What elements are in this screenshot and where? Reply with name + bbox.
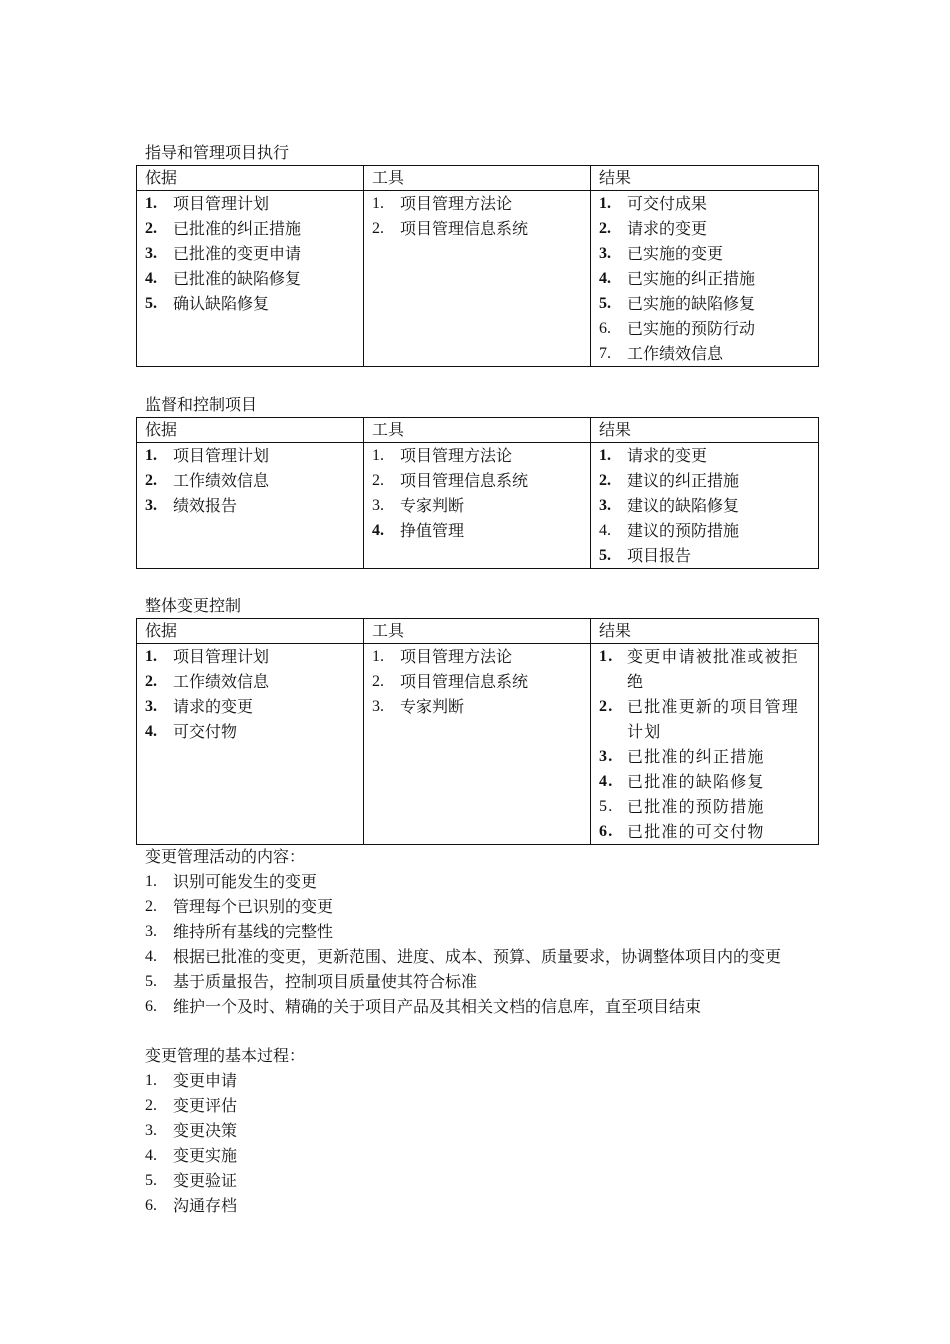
item-number: 3.	[599, 245, 611, 262]
tools-cell	[364, 191, 591, 367]
list-item	[145, 944, 781, 969]
item-number: 2.	[145, 898, 157, 915]
item-number: 6.	[145, 998, 157, 1015]
item-number: 6.	[599, 823, 614, 840]
tools-cell	[364, 443, 591, 569]
list-item	[599, 493, 810, 518]
item-number: 3.	[145, 497, 157, 514]
item-number: 4.	[599, 773, 614, 790]
list-item	[145, 894, 781, 919]
header-tools: 工具	[364, 418, 591, 443]
list-item	[145, 719, 355, 744]
list-item	[372, 644, 582, 669]
item-text: 项目管理信息系统	[400, 219, 529, 238]
list-item	[599, 241, 810, 266]
item-number: 4.	[599, 270, 611, 287]
item-text: 已实施的缺陷修复	[627, 294, 756, 313]
section-title-monitor: 监督和控制项目	[145, 395, 258, 414]
list-item	[599, 644, 810, 694]
item-number: 2.	[372, 673, 384, 690]
item-text: 工作绩效信息	[627, 344, 724, 363]
item-text: 维持所有基线的完整性	[173, 922, 334, 941]
tools-cell	[364, 644, 591, 845]
item-number: 4.	[145, 270, 157, 287]
item-number: 5.	[599, 295, 611, 312]
item-text: 变更申请	[173, 1071, 238, 1090]
item-text: 项目管理方法论	[400, 194, 513, 213]
list-item	[372, 216, 582, 241]
item-number: 5.	[599, 547, 611, 564]
item-text: 专家判断	[400, 496, 465, 515]
list-item	[145, 468, 355, 493]
list-item	[145, 1143, 305, 1168]
item-text: 已批准的纠正措施	[627, 747, 765, 766]
item-number: 1.	[372, 447, 384, 464]
item-number: 2.	[599, 472, 611, 489]
inputs-cell	[137, 443, 364, 569]
list-item	[599, 266, 810, 291]
item-text: 已实施的变更	[627, 244, 724, 263]
item-text: 项目管理信息系统	[400, 471, 529, 490]
item-text: 请求的变更	[173, 697, 254, 716]
item-number: 5.	[145, 295, 157, 312]
item-number: 4.	[599, 522, 611, 539]
item-number: 6.	[599, 320, 611, 337]
item-text: 已批准更新的项目管理计划	[627, 697, 800, 741]
item-text: 建议的预防措施	[627, 521, 740, 540]
item-number: 1.	[145, 447, 157, 464]
list-item	[372, 669, 582, 694]
list-item	[599, 316, 810, 341]
list-item	[145, 869, 781, 894]
item-number: 4.	[145, 723, 157, 740]
item-text: 项目管理信息系统	[400, 672, 529, 691]
item-number: 3.	[599, 748, 614, 765]
item-text: 维护一个及时、精确的关于项目产品及其相关文档的信息库，直至项目结束	[173, 997, 702, 1016]
item-text: 已批准的可交付物	[627, 822, 765, 841]
outputs-cell	[591, 191, 819, 367]
item-number: 4.	[145, 1147, 157, 1164]
item-text: 已批准的预防措施	[627, 797, 765, 816]
item-number: 2.	[145, 472, 157, 489]
header-tools: 工具	[364, 166, 591, 191]
process-block	[145, 1043, 305, 1218]
list-item	[145, 216, 355, 241]
list-item	[599, 744, 810, 769]
item-text: 识别可能发生的变更	[173, 872, 318, 891]
item-text: 可交付物	[173, 722, 238, 741]
list-item	[599, 341, 810, 366]
change-control-table	[136, 618, 819, 845]
list-item	[145, 241, 355, 266]
list-item	[599, 518, 810, 543]
item-text: 已实施的纠正措施	[627, 269, 756, 288]
item-number: 3.	[145, 698, 157, 715]
list-item	[599, 694, 810, 744]
item-text: 已批准的缺陷修复	[627, 772, 765, 791]
list-item	[145, 1068, 305, 1093]
item-text: 管理每个已识别的变更	[173, 897, 334, 916]
section-title-execute: 指导和管理项目执行	[145, 143, 290, 162]
item-text: 已批准的变更申请	[173, 244, 302, 263]
list-item	[145, 1168, 305, 1193]
item-number: 4.	[372, 522, 384, 539]
item-text: 变更申请被批准或被拒绝	[627, 647, 800, 691]
item-text: 确认缺陷修复	[173, 294, 270, 313]
list-item	[599, 291, 810, 316]
item-text: 项目管理计划	[173, 446, 270, 465]
item-text: 项目管理计划	[173, 647, 270, 666]
process-list	[145, 1068, 305, 1218]
item-text: 已批准的纠正措施	[173, 219, 302, 238]
item-number: 3.	[599, 497, 611, 514]
list-item	[599, 794, 810, 819]
list-item	[599, 443, 810, 468]
item-text: 项目管理计划	[173, 194, 270, 213]
header-inputs: 依据	[137, 166, 364, 191]
item-text: 请求的变更	[627, 219, 708, 238]
list-item	[145, 994, 781, 1019]
item-number: 2.	[145, 220, 157, 237]
item-text: 根据已批准的变更，更新范围、进度、成本、预算、质量要求，协调整体项目内的变更	[173, 947, 782, 966]
item-text: 基于质量报告，控制项目质量使其符合标准	[173, 972, 478, 991]
item-text: 挣值管理	[400, 521, 465, 540]
item-number: 5.	[599, 798, 614, 815]
list-item	[145, 266, 355, 291]
item-text: 专家判断	[400, 697, 465, 716]
list-item	[599, 769, 810, 794]
list-item	[145, 1118, 305, 1143]
item-number: 2.	[145, 1097, 157, 1114]
list-item	[145, 644, 355, 669]
list-item	[599, 216, 810, 241]
list-item	[599, 819, 810, 844]
item-number: 5.	[145, 1172, 157, 1189]
item-text: 绩效报告	[173, 496, 238, 515]
item-text: 建议的纠正措施	[627, 471, 740, 490]
item-text: 变更验证	[173, 1171, 238, 1190]
header-tools: 工具	[364, 619, 591, 644]
item-text: 沟通存档	[173, 1196, 238, 1215]
item-number: 4.	[145, 948, 157, 965]
item-number: 1.	[145, 195, 157, 212]
item-text: 可交付成果	[627, 194, 708, 213]
item-number: 3.	[145, 245, 157, 262]
item-text: 请求的变更	[627, 446, 708, 465]
list-item	[145, 969, 781, 994]
item-number: 1.	[145, 873, 157, 890]
item-number: 1.	[145, 1072, 157, 1089]
activities-list	[145, 869, 781, 1019]
inputs-cell	[137, 191, 364, 367]
list-item	[372, 518, 582, 543]
item-text: 变更决策	[173, 1121, 238, 1140]
list-item	[145, 493, 355, 518]
list-item	[599, 191, 810, 216]
item-text: 工作绩效信息	[173, 672, 270, 691]
item-number: 6.	[145, 1197, 157, 1214]
item-number: 1.	[599, 195, 611, 212]
list-item	[599, 468, 810, 493]
item-number: 1.	[145, 648, 157, 665]
monitor-table	[136, 417, 819, 569]
list-item	[145, 694, 355, 719]
header-outputs: 结果	[591, 166, 819, 191]
item-number: 3.	[372, 497, 384, 514]
item-number: 1.	[599, 648, 614, 665]
list-item	[145, 191, 355, 216]
list-item	[372, 468, 582, 493]
list-item	[145, 1093, 305, 1118]
list-item	[145, 919, 781, 944]
item-text: 项目管理方法论	[400, 647, 513, 666]
outputs-cell	[591, 443, 819, 569]
list-item	[372, 191, 582, 216]
item-number: 1.	[372, 648, 384, 665]
list-item	[372, 443, 582, 468]
inputs-cell	[137, 644, 364, 845]
list-item	[145, 443, 355, 468]
activities-block	[145, 844, 781, 1019]
item-number: 3.	[145, 923, 157, 940]
process-title: 变更管理的基本过程：	[145, 1046, 306, 1065]
item-text: 项目报告	[627, 546, 692, 565]
item-number: 3.	[372, 698, 384, 715]
list-item	[145, 1193, 305, 1218]
section-title-change-control: 整体变更控制	[145, 596, 242, 615]
outputs-cell	[591, 644, 819, 845]
item-number: 2.	[372, 220, 384, 237]
item-number: 1.	[599, 447, 611, 464]
header-outputs: 结果	[591, 619, 819, 644]
list-item	[372, 493, 582, 518]
list-item	[145, 291, 355, 316]
header-inputs: 依据	[137, 418, 364, 443]
item-number: 3.	[145, 1122, 157, 1139]
header-outputs: 结果	[591, 418, 819, 443]
list-item	[372, 694, 582, 719]
activities-title: 变更管理活动的内容：	[145, 847, 306, 866]
list-item	[599, 543, 810, 568]
item-number: 2.	[599, 220, 611, 237]
item-text: 变更评估	[173, 1096, 238, 1115]
item-number: 2.	[372, 472, 384, 489]
item-text: 已批准的缺陷修复	[173, 269, 302, 288]
item-number: 2.	[145, 673, 157, 690]
list-item	[145, 669, 355, 694]
item-number: 5.	[145, 973, 157, 990]
item-number: 1.	[372, 195, 384, 212]
item-text: 变更实施	[173, 1146, 238, 1165]
item-number: 2.	[599, 698, 614, 715]
item-text: 工作绩效信息	[173, 471, 270, 490]
item-text: 已实施的预防行动	[627, 319, 756, 338]
item-number: 7.	[599, 345, 611, 362]
execute-table	[136, 165, 819, 367]
item-text: 项目管理方法论	[400, 446, 513, 465]
item-text: 建议的缺陷修复	[627, 496, 740, 515]
header-inputs: 依据	[137, 619, 364, 644]
